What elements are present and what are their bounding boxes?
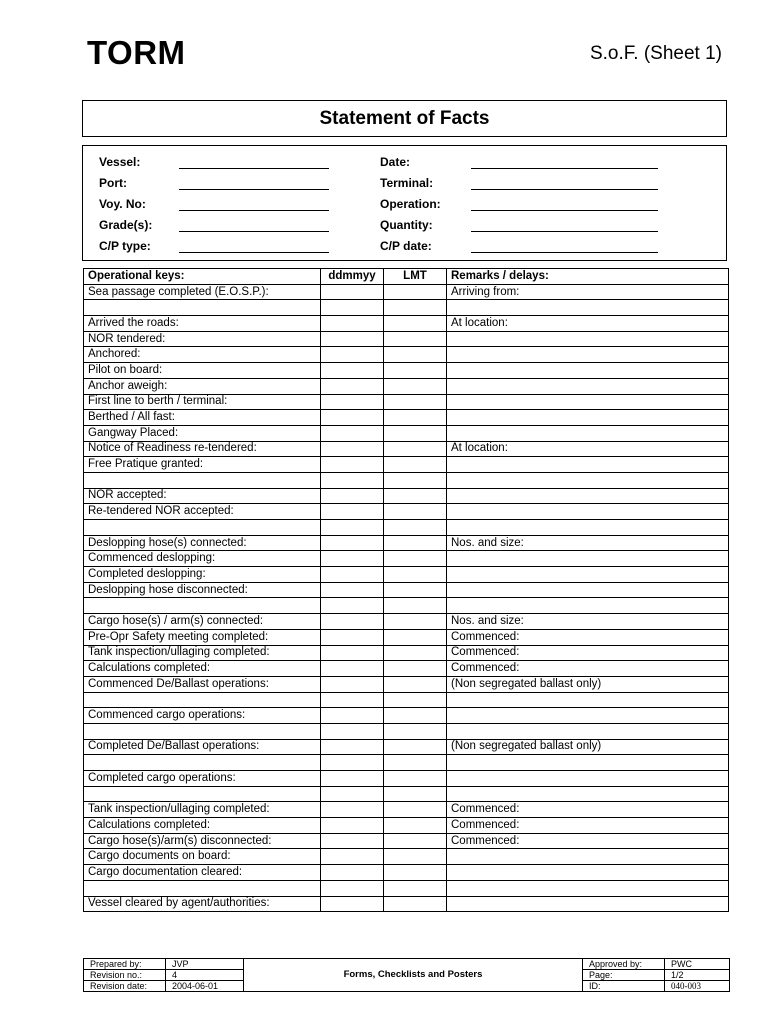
remarks-cell[interactable]: Commenced: <box>447 818 729 834</box>
operational-key-cell: Anchor aweigh: <box>84 378 321 394</box>
table-row <box>84 739 729 755</box>
ddmmyy-cell[interactable] <box>321 896 384 912</box>
lmt-cell[interactable] <box>384 896 447 912</box>
remarks-cell[interactable] <box>447 331 729 347</box>
operational-key-cell <box>84 520 321 536</box>
remarks-cell[interactable] <box>447 410 729 426</box>
operational-key-cell: First line to berth / terminal: <box>84 394 321 410</box>
operational-key-cell: Deslopping hose(s) connected: <box>84 535 321 551</box>
remarks-cell[interactable] <box>447 865 729 881</box>
id-label: ID: <box>583 981 665 992</box>
header-lmt: LMT <box>384 269 447 285</box>
operational-key-cell: Anchored: <box>84 347 321 363</box>
ddmmyy-cell[interactable] <box>321 488 384 504</box>
table-row <box>84 284 729 300</box>
operations-table-body <box>84 284 729 912</box>
info-row-terminal <box>380 176 680 194</box>
table-row <box>84 661 729 677</box>
grade-label: Grade(s): <box>99 218 153 232</box>
ddmmyy-cell[interactable] <box>321 331 384 347</box>
table-row <box>84 331 729 347</box>
lmt-cell[interactable] <box>384 771 447 787</box>
operational-key-cell <box>84 755 321 771</box>
table-row <box>84 771 729 787</box>
remarks-cell[interactable] <box>447 567 729 583</box>
remarks-cell[interactable] <box>447 472 729 488</box>
port-label: Port: <box>99 176 127 190</box>
table-header-row <box>84 269 729 285</box>
table-row <box>84 755 729 771</box>
vessel-info-box <box>82 145 727 261</box>
ddmmyy-cell[interactable] <box>321 708 384 724</box>
ddmmyy-cell[interactable] <box>321 771 384 787</box>
remarks-cell[interactable] <box>447 771 729 787</box>
ddmmyy-cell[interactable] <box>321 284 384 300</box>
lmt-cell[interactable] <box>384 472 447 488</box>
ddmmyy-cell[interactable] <box>321 880 384 896</box>
lmt-cell[interactable] <box>384 802 447 818</box>
lmt-cell[interactable] <box>384 284 447 300</box>
remarks-cell[interactable]: Commenced: <box>447 802 729 818</box>
table-row <box>84 676 729 692</box>
remarks-cell[interactable] <box>447 347 729 363</box>
table-row <box>84 316 729 332</box>
footer-center-title: Forms, Checklists and Posters <box>244 959 583 992</box>
title-box <box>82 100 727 137</box>
ddmmyy-cell[interactable] <box>321 786 384 802</box>
revision-date-value: 2004-06-01 <box>166 981 244 992</box>
remarks-cell[interactable] <box>447 378 729 394</box>
remarks-cell[interactable]: Nos. and size: <box>447 535 729 551</box>
voy-label: Voy. No: <box>99 197 146 211</box>
ddmmyy-cell[interactable] <box>321 818 384 834</box>
operational-key-cell: Pilot on board: <box>84 363 321 379</box>
ddmmyy-cell[interactable] <box>321 520 384 536</box>
ddmmyy-cell[interactable] <box>321 614 384 630</box>
table-row <box>84 786 729 802</box>
remarks-cell[interactable] <box>447 394 729 410</box>
info-row-grade <box>99 218 349 236</box>
table-row <box>84 865 729 881</box>
lmt-cell[interactable] <box>384 378 447 394</box>
header-ddmmyy: ddmmyy <box>321 269 384 285</box>
info-row-quantity <box>380 218 680 236</box>
lmt-cell[interactable] <box>384 567 447 583</box>
ddmmyy-cell[interactable] <box>321 849 384 865</box>
lmt-cell[interactable] <box>384 457 447 473</box>
remarks-cell[interactable] <box>447 692 729 708</box>
ddmmyy-cell[interactable] <box>321 551 384 567</box>
table-row <box>84 520 729 536</box>
prepared-by-label: Prepared by: <box>84 959 166 970</box>
table-row <box>84 802 729 818</box>
operational-key-cell <box>84 692 321 708</box>
ddmmyy-cell[interactable] <box>321 676 384 692</box>
vessel-label: Vessel: <box>99 155 141 169</box>
table-row <box>84 394 729 410</box>
ddmmyy-cell[interactable] <box>321 425 384 441</box>
lmt-cell[interactable] <box>384 316 447 332</box>
ddmmyy-cell[interactable] <box>321 457 384 473</box>
table-row <box>84 300 729 316</box>
remarks-cell[interactable] <box>447 425 729 441</box>
header-operational-keys: Operational keys: <box>84 269 321 285</box>
table-row <box>84 692 729 708</box>
ddmmyy-cell[interactable] <box>321 692 384 708</box>
table-row <box>84 723 729 739</box>
revision-date-label: Revision date: <box>84 981 166 992</box>
table-row <box>84 818 729 834</box>
lmt-cell[interactable] <box>384 661 447 677</box>
info-row-port <box>99 176 349 194</box>
table-row <box>84 457 729 473</box>
table-row <box>84 629 729 645</box>
operational-key-cell: NOR tendered: <box>84 331 321 347</box>
remarks-cell[interactable] <box>447 504 729 520</box>
operational-key-cell: Cargo hose(s)/arm(s) disconnected: <box>84 833 321 849</box>
table-row <box>84 535 729 551</box>
lmt-cell[interactable] <box>384 676 447 692</box>
operational-key-cell: Cargo documentation cleared: <box>84 865 321 881</box>
table-row <box>84 472 729 488</box>
lmt-cell[interactable] <box>384 833 447 849</box>
remarks-cell[interactable] <box>447 708 729 724</box>
ddmmyy-cell[interactable] <box>321 755 384 771</box>
ddmmyy-cell[interactable] <box>321 645 384 661</box>
table-row <box>84 645 729 661</box>
lmt-cell[interactable] <box>384 425 447 441</box>
info-row-cp-date <box>380 239 680 257</box>
table-row <box>84 598 729 614</box>
lmt-cell[interactable] <box>384 410 447 426</box>
port-field[interactable] <box>179 189 329 190</box>
table-row <box>84 551 729 567</box>
remarks-cell[interactable] <box>447 755 729 771</box>
grade-field[interactable] <box>179 231 329 232</box>
lmt-cell[interactable] <box>384 363 447 379</box>
table-row <box>84 441 729 457</box>
ddmmyy-cell[interactable] <box>321 535 384 551</box>
header-remarks: Remarks / delays: <box>447 269 729 285</box>
remarks-cell[interactable]: Arriving from: <box>447 284 729 300</box>
remarks-cell[interactable]: At location: <box>447 441 729 457</box>
logo: TORM <box>87 34 186 71</box>
remarks-cell[interactable] <box>447 582 729 598</box>
remarks-cell[interactable]: Commenced: <box>447 833 729 849</box>
table-row <box>84 504 729 520</box>
table-row <box>84 849 729 865</box>
remarks-cell[interactable] <box>447 880 729 896</box>
operation-label: Operation: <box>380 197 441 211</box>
operations-table <box>83 268 729 912</box>
operational-key-cell: Completed deslopping: <box>84 567 321 583</box>
table-row <box>84 567 729 583</box>
operational-key-cell <box>84 786 321 802</box>
table-row <box>84 582 729 598</box>
operational-key-cell: Completed De/Ballast operations: <box>84 739 321 755</box>
remarks-cell[interactable]: Commenced: <box>447 661 729 677</box>
cp-type-field[interactable] <box>179 252 329 253</box>
lmt-cell[interactable] <box>384 582 447 598</box>
page-label: Page: <box>583 970 665 981</box>
remarks-cell[interactable] <box>447 300 729 316</box>
sheet-label: S.o.F. (Sheet 1) <box>589 43 722 64</box>
ddmmyy-cell[interactable] <box>321 802 384 818</box>
operational-key-cell <box>84 472 321 488</box>
cp-type-label: C/P type: <box>99 239 151 253</box>
table-row <box>84 708 729 724</box>
ddmmyy-cell[interactable] <box>321 504 384 520</box>
operational-key-cell <box>84 880 321 896</box>
lmt-cell[interactable] <box>384 551 447 567</box>
operational-key-cell: Cargo documents on board: <box>84 849 321 865</box>
lmt-cell[interactable] <box>384 723 447 739</box>
ddmmyy-cell[interactable] <box>321 739 384 755</box>
ddmmyy-cell[interactable] <box>321 582 384 598</box>
lmt-cell[interactable] <box>384 755 447 771</box>
operational-key-cell: Calculations completed: <box>84 661 321 677</box>
ddmmyy-cell[interactable] <box>321 723 384 739</box>
info-row-operation <box>380 197 680 215</box>
remarks-cell[interactable]: Commenced: <box>447 645 729 661</box>
table-row <box>84 378 729 394</box>
ddmmyy-cell[interactable] <box>321 410 384 426</box>
remarks-cell[interactable] <box>447 488 729 504</box>
operational-key-cell: Commenced deslopping: <box>84 551 321 567</box>
remarks-cell[interactable] <box>447 551 729 567</box>
remarks-cell[interactable] <box>447 723 729 739</box>
lmt-cell[interactable] <box>384 535 447 551</box>
lmt-cell[interactable] <box>384 786 447 802</box>
ddmmyy-cell[interactable] <box>321 300 384 316</box>
revision-no-label: Revision no.: <box>84 970 166 981</box>
table-row <box>84 896 729 912</box>
prepared-by-value: JVP <box>166 959 244 970</box>
date-field[interactable] <box>471 168 658 169</box>
operational-key-cell: Pre-Opr Safety meeting completed: <box>84 629 321 645</box>
ddmmyy-cell[interactable] <box>321 363 384 379</box>
ddmmyy-cell[interactable] <box>321 394 384 410</box>
operational-key-cell: Tank inspection/ullaging completed: <box>84 802 321 818</box>
operational-key-cell: NOR accepted: <box>84 488 321 504</box>
operational-key-cell <box>84 300 321 316</box>
lmt-cell[interactable] <box>384 708 447 724</box>
remarks-cell[interactable]: At location: <box>447 316 729 332</box>
voy-field[interactable] <box>179 210 329 211</box>
lmt-cell[interactable] <box>384 331 447 347</box>
lmt-cell[interactable] <box>384 692 447 708</box>
lmt-cell[interactable] <box>384 598 447 614</box>
info-row-vessel <box>99 155 349 173</box>
remarks-cell[interactable] <box>447 786 729 802</box>
remarks-cell[interactable] <box>447 896 729 912</box>
table-row <box>84 410 729 426</box>
table-row <box>84 880 729 896</box>
operational-key-cell: Calculations completed: <box>84 818 321 834</box>
remarks-cell[interactable]: Nos. and size: <box>447 614 729 630</box>
operational-key-cell <box>84 723 321 739</box>
vessel-field[interactable] <box>179 168 329 169</box>
table-row <box>84 614 729 630</box>
operational-key-cell: Berthed / All fast: <box>84 410 321 426</box>
footer-row-1 <box>84 959 730 970</box>
lmt-cell[interactable] <box>384 849 447 865</box>
quantity-field[interactable] <box>471 231 658 232</box>
lmt-cell[interactable] <box>384 347 447 363</box>
lmt-cell[interactable] <box>384 394 447 410</box>
lmt-cell[interactable] <box>384 520 447 536</box>
operational-key-cell: Completed cargo operations: <box>84 771 321 787</box>
ddmmyy-cell[interactable] <box>321 316 384 332</box>
lmt-cell[interactable] <box>384 629 447 645</box>
footer-table <box>83 958 730 992</box>
terminal-label: Terminal: <box>380 176 434 190</box>
ddmmyy-cell[interactable] <box>321 629 384 645</box>
remarks-cell[interactable] <box>447 457 729 473</box>
approved-by-value: PWC <box>665 959 730 970</box>
cp-date-field[interactable] <box>471 252 658 253</box>
operational-key-cell: Notice of Readiness re-tendered: <box>84 441 321 457</box>
table-row <box>84 833 729 849</box>
ddmmyy-cell[interactable] <box>321 598 384 614</box>
ddmmyy-cell[interactable] <box>321 347 384 363</box>
date-label: Date: <box>380 155 411 169</box>
remarks-cell[interactable]: (Non segregated ballast only) <box>447 739 729 755</box>
ddmmyy-cell[interactable] <box>321 865 384 881</box>
operational-key-cell: Vessel cleared by agent/authorities: <box>84 896 321 912</box>
terminal-field[interactable] <box>471 189 658 190</box>
operational-key-cell: Commenced De/Ballast operations: <box>84 676 321 692</box>
remarks-cell[interactable] <box>447 849 729 865</box>
operation-field[interactable] <box>471 210 658 211</box>
lmt-cell[interactable] <box>384 441 447 457</box>
operational-key-cell: Re-tendered NOR accepted: <box>84 504 321 520</box>
operational-key-cell: Deslopping hose disconnected: <box>84 582 321 598</box>
id-value: 040-003 <box>665 981 730 992</box>
lmt-cell[interactable] <box>384 739 447 755</box>
operational-key-cell: Cargo hose(s) / arm(s) connected: <box>84 614 321 630</box>
table-row <box>84 347 729 363</box>
page-value: 1/2 <box>665 970 730 981</box>
operational-key-cell: Sea passage completed (E.O.S.P.): <box>84 284 321 300</box>
operational-key-cell: Free Pratique granted: <box>84 457 321 473</box>
ddmmyy-cell[interactable] <box>321 441 384 457</box>
ddmmyy-cell[interactable] <box>321 833 384 849</box>
info-row-date <box>380 155 680 173</box>
ddmmyy-cell[interactable] <box>321 567 384 583</box>
lmt-cell[interactable] <box>384 504 447 520</box>
lmt-cell[interactable] <box>384 645 447 661</box>
operational-key-cell: Tank inspection/ullaging completed: <box>84 645 321 661</box>
remarks-cell[interactable]: (Non segregated ballast only) <box>447 676 729 692</box>
remarks-cell[interactable] <box>447 598 729 614</box>
info-row-cp-type <box>99 239 349 257</box>
ddmmyy-cell[interactable] <box>321 661 384 677</box>
table-row <box>84 363 729 379</box>
operational-key-cell: Arrived the roads: <box>84 316 321 332</box>
operational-key-cell: Gangway Placed: <box>84 425 321 441</box>
remarks-cell[interactable]: Commenced: <box>447 629 729 645</box>
lmt-cell[interactable] <box>384 488 447 504</box>
operational-key-cell: Commenced cargo operations: <box>84 708 321 724</box>
remarks-cell[interactable] <box>447 520 729 536</box>
remarks-cell[interactable] <box>447 363 729 379</box>
approved-by-label: Approved by: <box>583 959 665 970</box>
operational-key-cell <box>84 598 321 614</box>
lmt-cell[interactable] <box>384 818 447 834</box>
info-row-voy <box>99 197 349 215</box>
quantity-label: Quantity: <box>380 218 433 232</box>
table-row <box>84 488 729 504</box>
lmt-cell[interactable] <box>384 614 447 630</box>
revision-no-value: 4 <box>166 970 244 981</box>
lmt-cell[interactable] <box>384 300 447 316</box>
cp-date-label: C/P date: <box>380 239 432 253</box>
ddmmyy-cell[interactable] <box>321 472 384 488</box>
lmt-cell[interactable] <box>384 880 447 896</box>
ddmmyy-cell[interactable] <box>321 378 384 394</box>
lmt-cell[interactable] <box>384 865 447 881</box>
table-row <box>84 425 729 441</box>
page-title: Statement of Facts <box>319 107 490 129</box>
